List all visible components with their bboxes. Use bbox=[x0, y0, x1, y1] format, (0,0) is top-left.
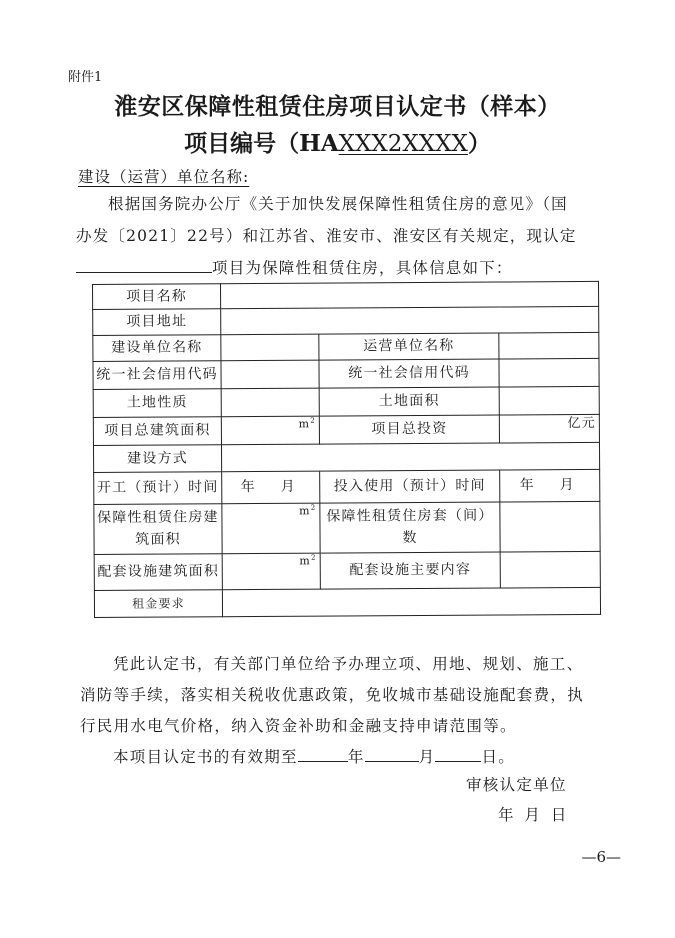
signature-date: 年 月 日 bbox=[498, 806, 570, 824]
value-operator-name bbox=[499, 332, 599, 359]
value-project-name bbox=[221, 281, 599, 308]
area-unit: m bbox=[299, 504, 311, 518]
label-use-time: 投入使用（预计）时间 bbox=[320, 470, 500, 503]
paragraph-line-3 bbox=[76, 256, 513, 278]
label-rent-requirement: 租金要求 bbox=[94, 590, 222, 618]
value-land-area bbox=[499, 386, 599, 415]
validity-day: 日。 bbox=[481, 748, 516, 766]
value-operator-credit-code bbox=[499, 358, 599, 387]
closing-line-2: 消防等手续，落实相关税收优惠政策，免收城市基础设施配套费，执 bbox=[80, 686, 585, 704]
value-total-investment: 亿元 bbox=[499, 414, 599, 443]
project-name-blank bbox=[76, 257, 212, 273]
closing-line-1: 凭此认定书，有关部门单位给予办理立项、用地、规划、施工、 bbox=[113, 655, 584, 673]
project-info-table bbox=[92, 281, 601, 618]
document-title: 淮安区保障性租赁住房项目认定书（样本） bbox=[114, 93, 561, 120]
month-blank bbox=[365, 746, 419, 762]
label-build-method: 建设方式 bbox=[93, 445, 221, 473]
paragraph-line-2: 办发〔2021〕22号）和江苏省、淮安市、淮安区有关规定，现认定 bbox=[76, 227, 577, 245]
value-start-time: 年 月 bbox=[222, 471, 320, 504]
label-housing-units: 保障性租赁住房套（间）数 bbox=[320, 502, 500, 553]
label-builder-name: 建设单位名称 bbox=[93, 335, 221, 362]
value-builder-credit-code bbox=[221, 360, 319, 389]
area-unit: m bbox=[298, 417, 311, 431]
project-number-suffix: ） bbox=[467, 130, 491, 157]
label-facility-area: 配套设施建筑面积 bbox=[94, 554, 222, 591]
label-operator-name: 运营单位名称 bbox=[319, 333, 499, 360]
unit-name-label: 建设（运营）单位名称: bbox=[78, 168, 250, 186]
label-operator-credit-code: 统一社会信用代码 bbox=[319, 359, 499, 388]
area-unit-sup: 2 bbox=[310, 416, 316, 425]
label-total-investment: 项目总投资 bbox=[319, 415, 499, 444]
closing-line-3: 行民用水电气价格，纳入资金补助和金融支持申请范围等。 bbox=[80, 717, 517, 735]
label-land-area: 土地面积 bbox=[319, 387, 499, 416]
validity-line bbox=[113, 745, 515, 767]
label-housing-area: 保障性租赁住房建筑面积 bbox=[94, 504, 222, 555]
value-total-area bbox=[221, 416, 319, 445]
value-rent-requirement bbox=[222, 587, 600, 616]
area-unit-sup: 2 bbox=[310, 553, 317, 562]
value-builder-name bbox=[221, 334, 319, 361]
validity-year: 年 bbox=[347, 748, 365, 766]
label-start-time: 开工（预计）时间 bbox=[94, 472, 222, 505]
label-builder-credit-code: 统一社会信用代码 bbox=[93, 361, 221, 390]
paragraph-line-1: 根据国务院办公厅《关于加快发展保障性租赁住房的意见》（国 bbox=[108, 195, 568, 213]
validity-month: 月 bbox=[418, 748, 436, 766]
label-facility-content: 配套设施主要内容 bbox=[320, 552, 500, 589]
label-project-name: 项目名称 bbox=[93, 284, 221, 310]
value-use-time: 年 月 bbox=[500, 469, 600, 502]
value-housing-units bbox=[500, 501, 600, 552]
value-facility-area bbox=[222, 553, 320, 590]
project-number-code: XXX2XXXX bbox=[338, 131, 468, 157]
label-total-area: 项目总建筑面积 bbox=[93, 417, 221, 446]
area-unit-sup: 2 bbox=[310, 503, 317, 512]
value-facility-content bbox=[500, 551, 600, 588]
project-number bbox=[0, 125, 675, 158]
day-blank bbox=[435, 746, 481, 762]
value-build-method bbox=[221, 442, 599, 471]
value-land-nature bbox=[221, 388, 319, 417]
value-project-address bbox=[221, 306, 599, 334]
paragraph-line-3-text: 项目为保障性租赁住房，具体信息如下： bbox=[212, 259, 513, 277]
value-housing-area bbox=[222, 503, 320, 554]
project-number-prefix: 项目编号（HA bbox=[184, 130, 339, 157]
page-number: —6— bbox=[581, 848, 621, 866]
area-unit: m bbox=[299, 554, 312, 568]
label-land-nature: 土地性质 bbox=[93, 389, 221, 418]
year-blank bbox=[298, 746, 348, 762]
label-project-address: 项目地址 bbox=[93, 309, 221, 336]
annex-label: 附件1 bbox=[68, 70, 103, 85]
signature-unit: 审核认定单位 bbox=[466, 776, 567, 794]
validity-prefix: 本项目认定书的有效期至 bbox=[113, 748, 298, 766]
